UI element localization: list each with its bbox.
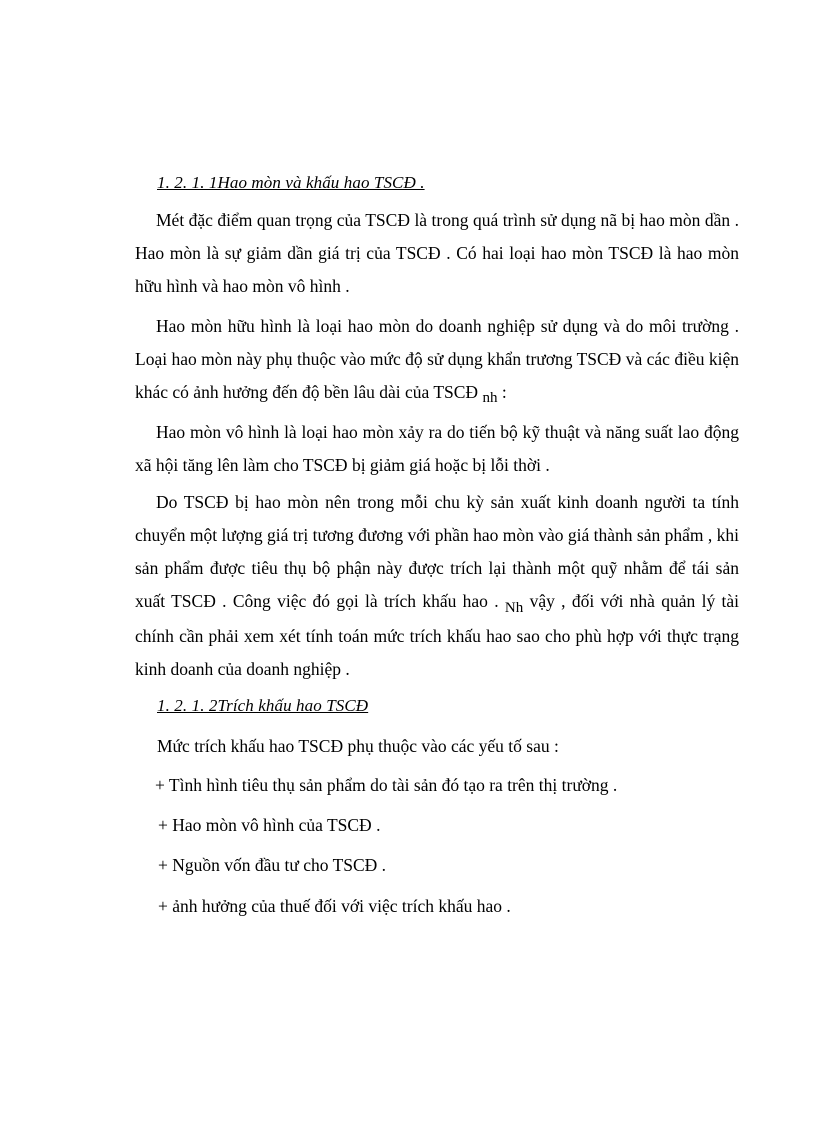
paragraph-3: Hao mòn vô hình là loại hao mòn xảy ra do tiến bộ kỹ thuật và năng suất lao động xã hội tăng lên làm cho TSCĐ bị giảm giá hoặc bị lỗi thời . bbox=[135, 422, 739, 475]
paragraph-4-rest: vậy , đối với nhà quản lý tài chính cần phải xem xét tính toán mức trích khấu hao sao cho phù hợp với thực trạng kinh doanh của doanh nghiệp . bbox=[135, 591, 739, 679]
section-heading-1: 1. 2. 1. 1Hao mòn và khấu hao TSCĐ . bbox=[157, 173, 425, 192]
paragraph-4-tail: Nh bbox=[504, 600, 524, 616]
list-item: + Tình hình tiêu thụ sản phẩm do tài sản đó tạo ra trên thị trường . bbox=[155, 775, 618, 795]
paragraph-2 bbox=[135, 310, 739, 411]
list-item: + ảnh hưởng của thuế đối với việc trích khấu hao . bbox=[158, 896, 511, 916]
paragraph-2-tail: nh bbox=[482, 390, 498, 406]
paragraph-2-text: Hao mòn hữu hình là loại hao mòn do doanh nghiệp sử dụng và do môi trường . Loại hao mòn này phụ thuộc vào mức độ sử dụng khẩn trương TSCĐ và các điều kiện khác có ảnh hưởng đến độ bền lâu dài của TSCĐ bbox=[135, 316, 739, 402]
list-item: + Nguồn vốn đầu tư cho TSCĐ . bbox=[158, 855, 387, 875]
section-heading-2: 1. 2. 1. 2Trích khấu hao TSCĐ bbox=[157, 696, 369, 715]
paragraph-2-end: : bbox=[497, 382, 507, 402]
intro-line: Mức trích khấu hao TSCĐ phụ thuộc vào các yếu tố sau : bbox=[157, 736, 559, 756]
paragraph-1: Mét đặc điểm quan trọng của TSCĐ là trong quá trình sử dụng nã bị hao mòn dần . Hao mòn là sự giảm dần giá trị của TSCĐ . Có hai loại hao mòn TSCĐ là hao mòn hữu hình và hao mòn vô hình . bbox=[135, 210, 739, 296]
list-item: + Hao mòn vô hình của TSCĐ . bbox=[158, 815, 381, 835]
paragraph-4-text: Do TSCĐ bị hao mòn nên trong mỗi chu kỳ sản xuất kinh doanh người ta tính chuyển một lượng giá trị tương đương với phần hao mòn vào giá thành sản phẩm , khi sản phẩm được tiêu thụ bộ phận này được trích lại thành một quỹ nhằm để tái sản xuất TSCĐ . Công việc đó gọi là trích khấu hao . bbox=[135, 492, 739, 611]
paragraph-4 bbox=[135, 486, 739, 686]
